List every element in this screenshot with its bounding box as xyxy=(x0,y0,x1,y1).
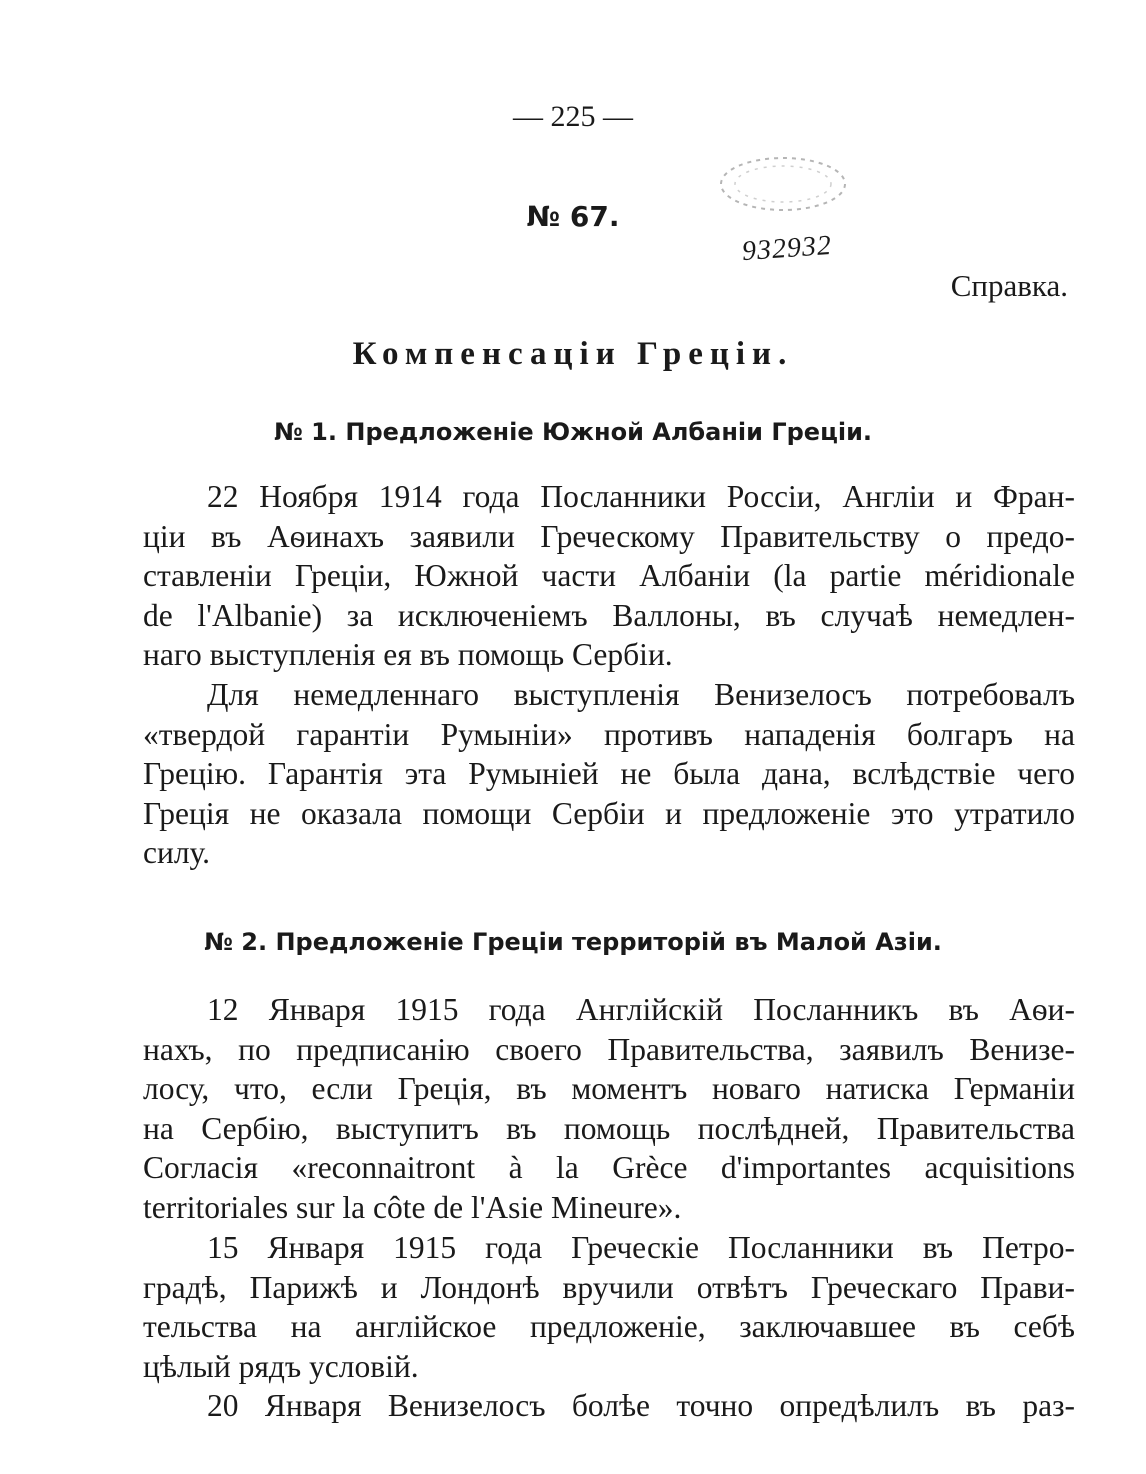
section-1-paragraph-1 xyxy=(143,477,1075,675)
document-title: Компенсаціи Греціи. xyxy=(352,336,794,372)
text-line: 15 Января 1915 года Греческіе Посланники въ Петро- xyxy=(207,1230,1075,1265)
page-number: — 225 — xyxy=(513,100,633,133)
text-line: 20 Января Венизелосъ болѣе точно опредѣлилъ въ раз- xyxy=(207,1388,1075,1423)
section-1-title: № 1. Предложеніе Южной Албаніи Греціи. xyxy=(273,418,873,446)
text-line: ставленіи Греціи, Южной части Албаніи (la partie méridionale xyxy=(143,558,1075,593)
text-line: Греція не оказала помощи Сербіи и предложеніе это утратило xyxy=(143,795,1075,831)
text-line: «твердой гарантіи Румыніи» противъ нападенія болгаръ на xyxy=(143,716,1075,752)
section-2-paragraph-3 xyxy=(143,1386,1075,1426)
section-1-paragraph-2 xyxy=(143,675,1075,873)
text-line: наго выступленія ея въ помощь Сербіи. xyxy=(143,637,673,672)
text-line: тельства на англійское предложеніе, заключавшее въ себѣ xyxy=(143,1309,1075,1344)
text-line: градѣ, Парижѣ и Лондонѣ вручили отвѣтъ Греческаго Прави- xyxy=(143,1269,1075,1305)
document-number: № 67. xyxy=(526,200,620,233)
text-line: Грецію. Гарантія эта Румыніей не была дана, вслѣдствіе чего xyxy=(143,756,1075,791)
archive-number: 932932 xyxy=(740,229,833,268)
section-2-title: № 2. Предложеніе Греціи территорій въ Малой Азіи. xyxy=(204,928,942,956)
text-line: Согласія «reconnaitront à la Grèce d'importantes acquisitions xyxy=(143,1150,1075,1185)
text-line: Для немедленнаго выступленія Венизелосъ потребовалъ xyxy=(207,677,1075,712)
text-line: на Сербію, выступитъ въ помощь послѣдней, Правительства xyxy=(143,1110,1075,1146)
section-2-paragraph-1 xyxy=(143,990,1075,1227)
document-type: Справка. xyxy=(950,268,1068,303)
text-line: цѣлый рядъ условій. xyxy=(143,1348,419,1384)
text-line: ціи въ Аѳинахъ заявили Греческому Правительству о предо- xyxy=(143,518,1075,554)
text-line: de l'Albanie) за исключеніемъ Валлоны, въ случаѣ немедлен- xyxy=(143,597,1075,633)
archive-stamp xyxy=(705,150,865,230)
text-line: силу. xyxy=(143,835,211,870)
text-line: 12 Января 1915 года Англійскій Посланникъ въ Аѳи- xyxy=(207,992,1075,1027)
text-line: лосу, что, если Греція, въ моментъ новаго натиска Германіи xyxy=(143,1071,1075,1106)
text-line: 22 Ноября 1914 года Посланники Россіи, Англіи и Фран- xyxy=(207,479,1075,514)
text-line: нахъ, по предписанію своего Правительства, заявилъ Венизе- xyxy=(143,1031,1075,1067)
section-2-paragraph-2 xyxy=(143,1228,1075,1386)
text-line: territoriales sur la côte de l'Asie Mineure». xyxy=(143,1189,682,1225)
